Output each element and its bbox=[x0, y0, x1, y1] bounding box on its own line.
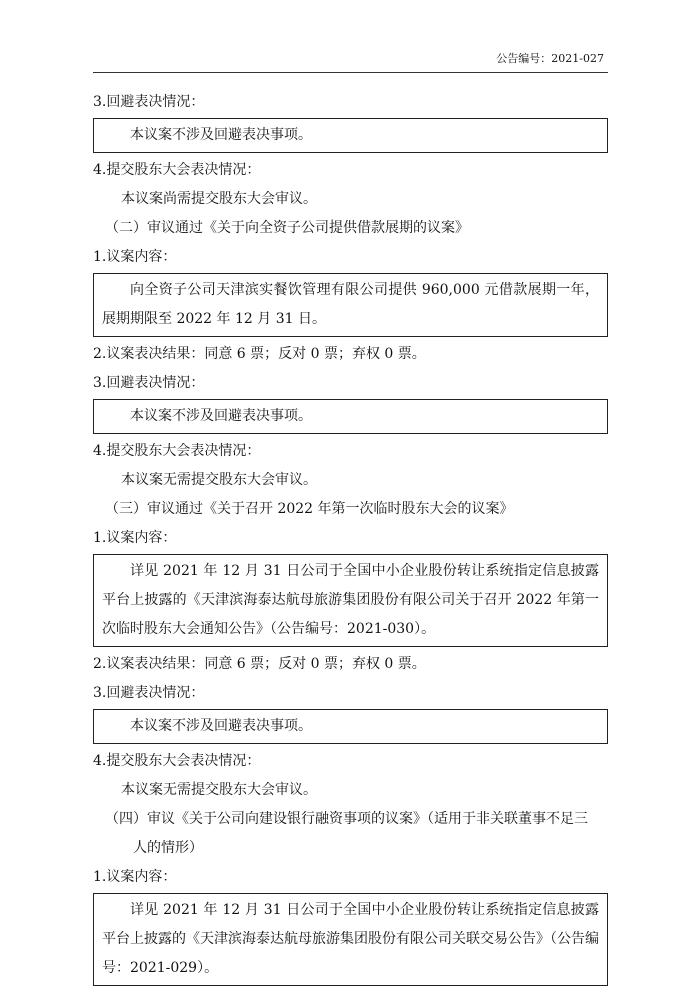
section-heading: （三）审议通过《关于召开 2022 年第一次临时股东大会的议案》 bbox=[105, 501, 514, 517]
section-heading bbox=[93, 805, 608, 863]
box-text: 详见 2021 年 12 月 31 日公司于全国中小企业股份转让系统指定信息披露平台上披露的《天津滨海泰达航母旅游集团股份有限公司关于召开 2022 年第一次临时股东大会通知公告》（公告编号：2021-030）。 bbox=[102, 563, 599, 637]
content-box bbox=[93, 709, 608, 744]
box-text: 本议案不涉及回避表决事项。 bbox=[130, 127, 312, 143]
box-text: 本议案不涉及回避表决事项。 bbox=[130, 408, 312, 424]
item-label: 3.回避表决情况： bbox=[93, 375, 205, 391]
item-label: 3.回避表决情况： bbox=[93, 94, 205, 110]
paragraph: 本议案无需提交股东大会审议。 bbox=[121, 782, 317, 798]
box-text: 向全资子公司天津滨实餐饮管理有限公司提供 960,000 元借款展期一年，展期期限至 2022 年 12 月 31 日。 bbox=[102, 282, 599, 327]
content-box bbox=[93, 118, 608, 153]
item-label: 1.议案内容： bbox=[93, 530, 177, 546]
content-box bbox=[93, 273, 608, 337]
box-text: 本议案不涉及回避表决事项。 bbox=[130, 718, 312, 734]
item-label: 4.提交股东大会表决情况： bbox=[93, 753, 261, 769]
content-box bbox=[93, 554, 608, 647]
notice-number: 公告编号：2021-027 bbox=[496, 52, 604, 65]
paragraph: 本议案无需提交股东大会审议。 bbox=[121, 472, 317, 488]
header-rule bbox=[93, 72, 608, 73]
item-label: 1.议案内容： bbox=[93, 869, 177, 885]
item-label: 2.议案表决结果：同意 6 票；反对 0 票；弃权 0 票。 bbox=[93, 346, 426, 362]
box-text: 详见 2021 年 12 月 31 日公司于全国中小企业股份转让系统指定信息披露平台上披露的《天津滨海泰达航母旅游集团股份有限公司关联交易公告》（公告编号：2021-029）。 bbox=[102, 902, 599, 976]
item-label: 3.回避表决情况： bbox=[93, 685, 205, 701]
section-heading: （二）审议通过《关于向全资子公司提供借款展期的议案》 bbox=[105, 220, 469, 236]
item-label: 4.提交股东大会表决情况： bbox=[93, 162, 261, 178]
item-label: 4.提交股东大会表决情况： bbox=[93, 443, 261, 459]
content-box bbox=[93, 399, 608, 434]
paragraph: 本议案尚需提交股东大会审议。 bbox=[121, 191, 317, 207]
item-label: 2.议案表决结果：同意 6 票；反对 0 票；弃权 0 票。 bbox=[93, 656, 426, 672]
section-heading-continued: 人的情形） bbox=[133, 840, 203, 856]
content-box bbox=[93, 893, 608, 986]
section-heading-first: （四）审议《关于公司向建设银行融资事项的议案》（适用于非关联董事不足三 bbox=[105, 811, 588, 827]
item-label: 1.议案内容： bbox=[93, 249, 177, 265]
document-body bbox=[93, 88, 608, 989]
